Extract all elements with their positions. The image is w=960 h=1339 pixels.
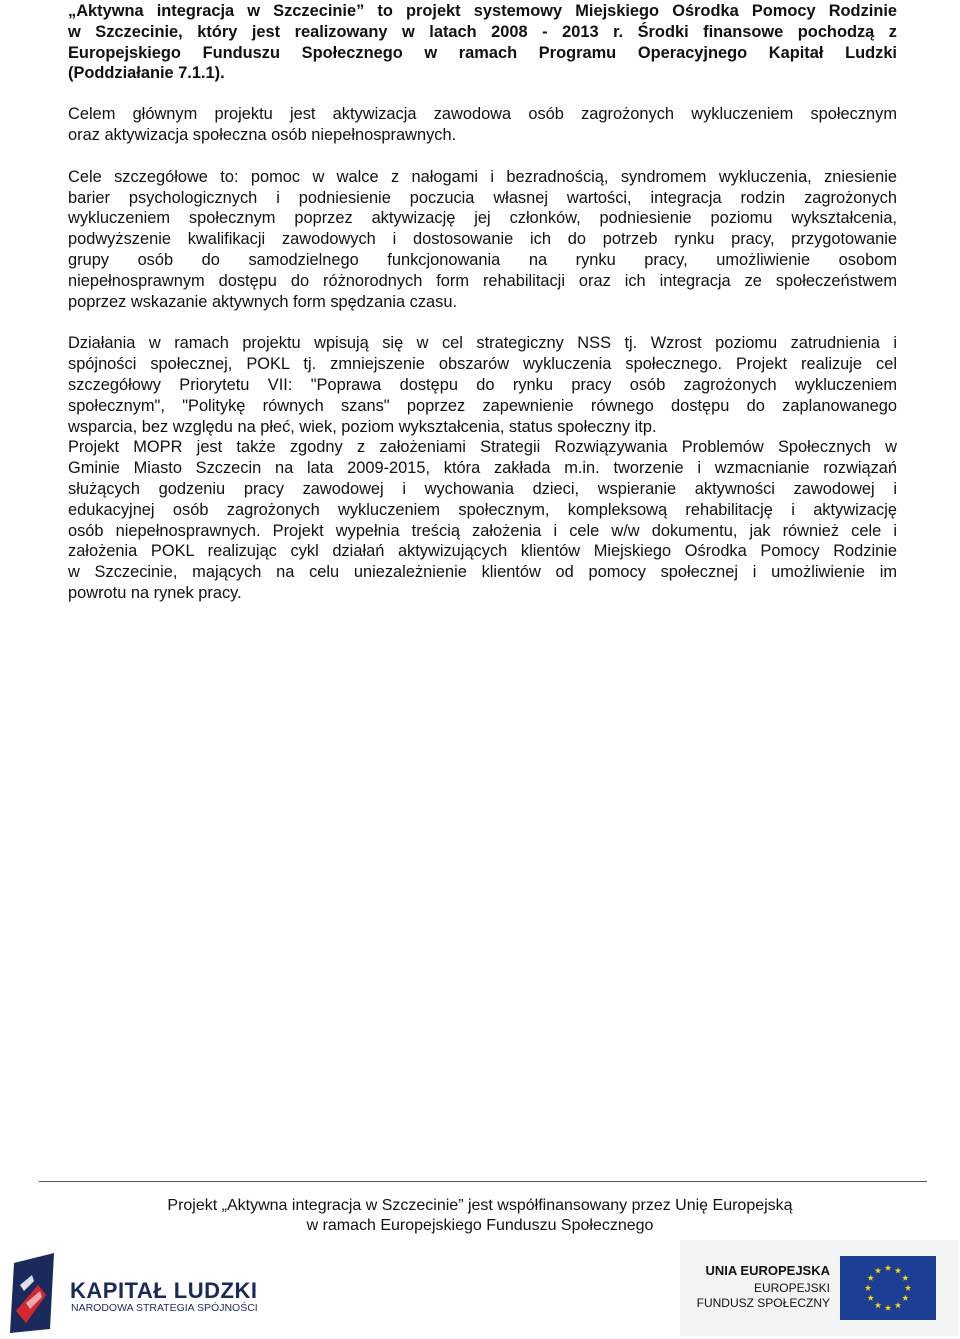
actions-line: Projekt MOPR jest także zgodny z założeniami Strategii Rozwiązywania Problemów Społecznych w xyxy=(68,438,897,457)
footer-line: Projekt „Aktywna integracja w Szczecinie” jest współfinansowany przez Unię Europejską xyxy=(167,1197,793,1214)
actions-line: w Szczecinie, mających na celu uniezależnienie klientów od pomocy społecznej i umożliwienie im xyxy=(68,563,897,582)
document-body xyxy=(68,0,897,604)
specific-goals-paragraph xyxy=(68,167,897,313)
intro-line: Europejskiego Funduszu Społecznego w ramach Programu Operacyjnego Kapitał Ludzki xyxy=(68,43,897,62)
specific-line: Cele szczegółowe to: pomoc w walce z nałogami i bezradnością, syndromem wykluczenia, zniesienie xyxy=(68,167,897,186)
specific-line: poprzez wskazanie aktywnych form spędzania czasu. xyxy=(68,292,458,311)
kapital-ludzki-subtitle: NARODOWA STRATEGIA SPÓJNOŚCI xyxy=(71,1302,258,1314)
eu-subtitle: FUNDUSZ SPOŁECZNY xyxy=(696,1296,830,1310)
footer-line: w ramach Europejskiego Funduszu Społecznego xyxy=(306,1217,654,1234)
intro-paragraph xyxy=(68,0,897,84)
goal-paragraph xyxy=(68,104,897,146)
eu-flag-icon xyxy=(840,1256,936,1320)
goal-line: oraz aktywizacja społeczna osób niepełnosprawnych. xyxy=(68,125,457,144)
actions-paragraph xyxy=(68,333,897,603)
actions-line: powrotu na rynek pracy. xyxy=(68,583,242,602)
footer-divider xyxy=(39,1181,927,1182)
kapital-ludzki-title: KAPITAŁ LUDZKI xyxy=(70,1278,258,1303)
actions-line: służących godzeniu pracy zawodowej i wychowania dzieci, wspieranie aktywności zawodowej i xyxy=(68,479,897,498)
actions-line: społecznym", "Politykę równych szans" poprzez zapewnienie równego dostępu do zaplanowanego xyxy=(68,396,897,415)
specific-line: wykluczeniem społecznym poprzez aktywizację jej członków, podniesienie poziomu wykształcenia, xyxy=(68,209,897,228)
footer-credit xyxy=(0,1196,960,1236)
specific-line: niepełnosprawnym dostępu do różnorodnych form rehabilitacji oraz ich integracja ze społeczeństwem xyxy=(68,271,897,290)
actions-line: wsparcia, bez względu na płeć, wiek, poziom wykształcenia, status społeczny itp. xyxy=(68,417,657,436)
actions-line: edukacyjnej osób zagrożonych wykluczeniem społecznym, kompleksową rehabilitację i aktywizację xyxy=(68,500,897,519)
eu-title: UNIA EUROPEJSKA xyxy=(705,1263,830,1278)
actions-line: szczegółowy Priorytetu VII: "Poprawa dostępu do rynku pracy osób zagrożonych wykluczeniem xyxy=(68,375,897,394)
specific-line: barier psychologicznych i podniesienie poczucia własnej wartości, integracja rodzin zagrożonych xyxy=(68,188,897,207)
actions-line: osób niepełnosprawnych. Projekt wypełnia treścią założenia i cele w/w dokumentu, jak również cele i xyxy=(68,521,897,540)
intro-line: (Poddziałanie 7.1.1). xyxy=(68,64,225,83)
actions-line: Działania w ramach projektu wpisują się w cel strategiczny NSS tj. Wzrost poziomu zatrudnienia i xyxy=(68,334,897,353)
actions-line: spójności społecznej, POKL tj. zmniejszenie obszarów wykluczenia społecznego. Projekt realizuje cel xyxy=(68,355,897,374)
eu-subtitle: EUROPEJSKI xyxy=(753,1281,830,1295)
actions-line: Gminie Miasto Szczecin na lata 2009-2015, która zakłada m.in. tworzenie i wzmacnianie rozwiązań xyxy=(68,459,897,478)
goal-line: Celem głównym projektu jest aktywizacja zawodowa osób zagrożonych wykluczeniem społecznym xyxy=(68,105,897,124)
specific-line: podwyższenie kwalifikacji zawodowych i dostosowanie ich do potrzeb rynku pracy, przygotowanie xyxy=(68,230,897,249)
specific-line: grupy osób do samodzielnego funkcjonowania na rynku pracy, umożliwienie osobom xyxy=(68,250,897,269)
intro-line: „Aktywna integracja w Szczecinie” to projekt systemowy Miejskiego Ośrodka Pomocy Rodzinie xyxy=(68,2,897,20)
intro-line: w Szczecinie, który jest realizowany w latach 2008 - 2013 r. Środki finansowe pochodzą z xyxy=(68,22,897,41)
actions-line: założenia POKL realizując cykl działań aktywizujących klientów Miejskiego Ośrodka Pomocy Rodzinie xyxy=(68,542,897,561)
